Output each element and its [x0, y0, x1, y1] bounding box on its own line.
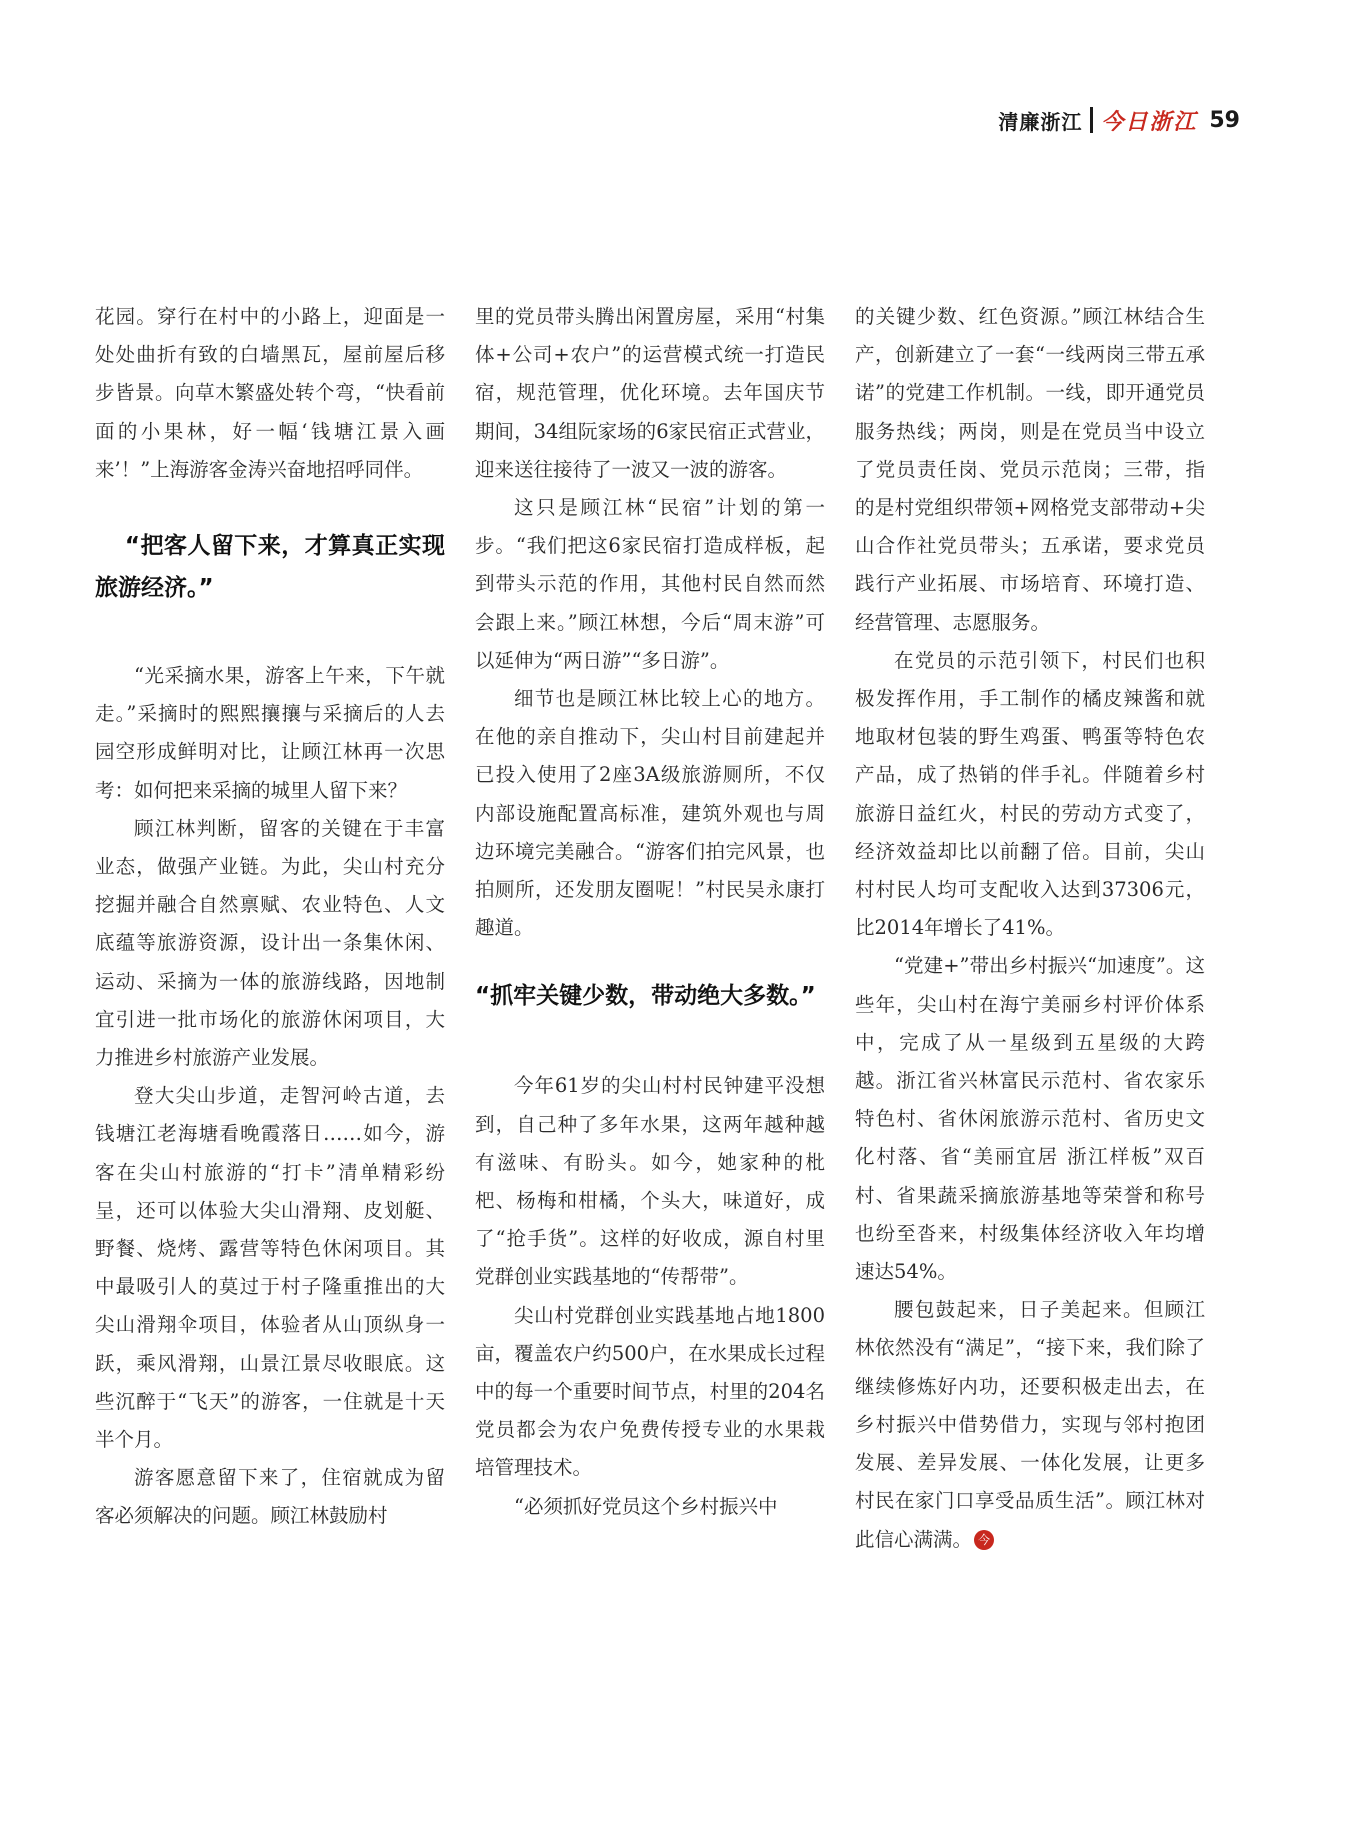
paragraph: 这只是顾江林“民宿”计划的第一步。“我们把这6家民宿打造成样板，起到带头示范的作用，其他村民自然而然会跟上来。”顾江林想，今后“周末游”可以延伸为“两日游”“多日游”。 [475, 496, 825, 672]
paragraph: 游客愿意留下来了，住宿就成为留客必须解决的问题。顾江林鼓励村 [95, 1466, 445, 1528]
magazine-logo: 今日浙江 [1101, 108, 1198, 135]
paragraph: 细节也是顾江林比较上心的地方。在他的亲自推动下，尖山村目前建起并已投入使用了2座3A级旅游厕所，不仅内部设施配置高标准，建筑外观也与周边环境完美融合。“游客们拍完风景，也拍厕所，还发朋友圈呢！”村民吴永康打趣道。 [475, 687, 825, 940]
paragraph: 里的党员带头腾出闲置房屋，采用“村集体+公司+农户”的运营模式统一打造民宿，规范管理，优化环境。去年国庆节期间，34组阮家场的6家民宿正式营业，迎来送往接待了一波又一波的游客。 [475, 305, 825, 481]
section-title: 清廉浙江 [998, 109, 1083, 134]
paragraph: 尖山村党群创业实践基地占地1800亩，覆盖农户约500户，在水果成长过程中的每一个重要时间节点，村里的204名党员都会为农户免费传授专业的水果栽培管理技术。 [475, 1303, 825, 1480]
article-column-3 [855, 298, 1205, 1559]
paragraph: 顾江林判断，留客的关键在于丰富业态，做强产业链。为此，尖山村充分挖掘并融合自然禀赋、农业特色、人文底蕴等旅游资源，设计出一条集休闲、运动、采摘为一体的旅游线路，因地制宜引进一批市场化的旅游休闲项目，大力推进乡村旅游产业发展。 [95, 816, 445, 1070]
article-column-2 [475, 298, 825, 1526]
paragraph: 在党员的示范引领下，村民们也积极发挥作用，手工制作的橘皮辣酱和就地取材包装的野生鸡蛋、鸭蛋等特色农产品，成了热销的伴手礼。伴随着乡村旅游日益红火，村民的劳动方式变了，经济效益却比以前翻了倍。目前，尖山村村民人均可支配收入达到37306元，比2014年增长了41%。 [855, 648, 1205, 940]
section-subheading: “抓牢关键少数，带动绝大多数。” [475, 983, 816, 1010]
paragraph: 今年61岁的尖山村村民钟建平没想到，自己种了多年水果，这两年越种越有滋味、有盼头。如今，她家种的枇杷、杨梅和柑橘，个头大，味道好，成了“抢手货”。这样的好收成，源自村里党群创业实践基地的“传帮带”。 [475, 1074, 825, 1289]
paragraph: “光采摘水果，游客上午来，下午就走。”采摘时的熙熙攘攘与采摘后的人去园空形成鲜明对比，让顾江林再一次思考：如何把来采摘的城里人留下来？ [95, 664, 445, 802]
page-header [998, 103, 1240, 137]
header-divider [1090, 107, 1093, 133]
section-subheading: “把客人留下来，才算真正实现旅游经济。” [95, 533, 445, 602]
paragraph: “党建+”带出乡村振兴“加速度”。这些年，尖山村在海宁美丽乡村评价体系中，完成了从一星级到五星级的大跨越。浙江省兴林富民示范村、省农家乐特色村、省休闲旅游示范村、省历史文化村落、省“美丽宜居 浙江样板”双百村、省果蔬采摘旅游基地等荣誉和称号也纷至沓来，村级集体经济收入年均增速达54%。 [855, 954, 1205, 1284]
paragraph: “必须抓好党员这个乡村振兴中 [514, 1494, 778, 1518]
end-mark-icon: 今 [974, 1530, 994, 1550]
article-column-1 [95, 298, 445, 1536]
paragraph: 的关键少数、红色资源。”顾江林结合生产，创新建立了一套“一线两岗三带五承诺”的党建工作机制。一线，即开通党员服务热线；两岗，则是在党员当中设立了党员责任岗、党员示范岗；三带，指的是村党组织带领+网格党支部带动+尖山合作社党员带头；五承诺，要求党员践行产业拓展、市场培育、环境打造、经营管理、志愿服务。 [855, 305, 1205, 634]
paragraph-final [855, 1291, 1205, 1558]
paragraph-text: 腰包鼓起来，日子美起来。但顾江林依然没有“满足”，“接下来，我们除了继续修炼好内功，还要积极走出去，在乡村振兴中借势借力，实现与邻村抱团发展、差异发展、一体化发展，让更多村民在家门口享受品质生活”。顾江林对此信心满满。 [855, 1298, 1205, 1551]
page-number: 59 [1209, 107, 1240, 133]
paragraph: 登大尖山步道，走智河岭古道，去钱塘江老海塘看晚霞落日……如今，游客在尖山村旅游的“打卡”清单精彩纷呈，还可以体验大尖山滑翔、皮划艇、野餐、烧烤、露营等特色休闲项目。其中最吸引人的莫过于村子隆重推出的大尖山滑翔伞项目，体验者从山顶纵身一跃，乘风滑翔，山景江景尽收眼底。这些沉醉于“飞天”的游客，一住就是十天半个月。 [95, 1084, 445, 1452]
paragraph: 花园。穿行在村中的小路上，迎面是一处处曲折有致的白墙黑瓦，屋前屋后移步皆景。向草木繁盛处转个弯，“快看前面的小果林，好一幅‘钱塘江景入画来’！”上海游客金涛兴奋地招呼同伴。 [95, 305, 445, 481]
